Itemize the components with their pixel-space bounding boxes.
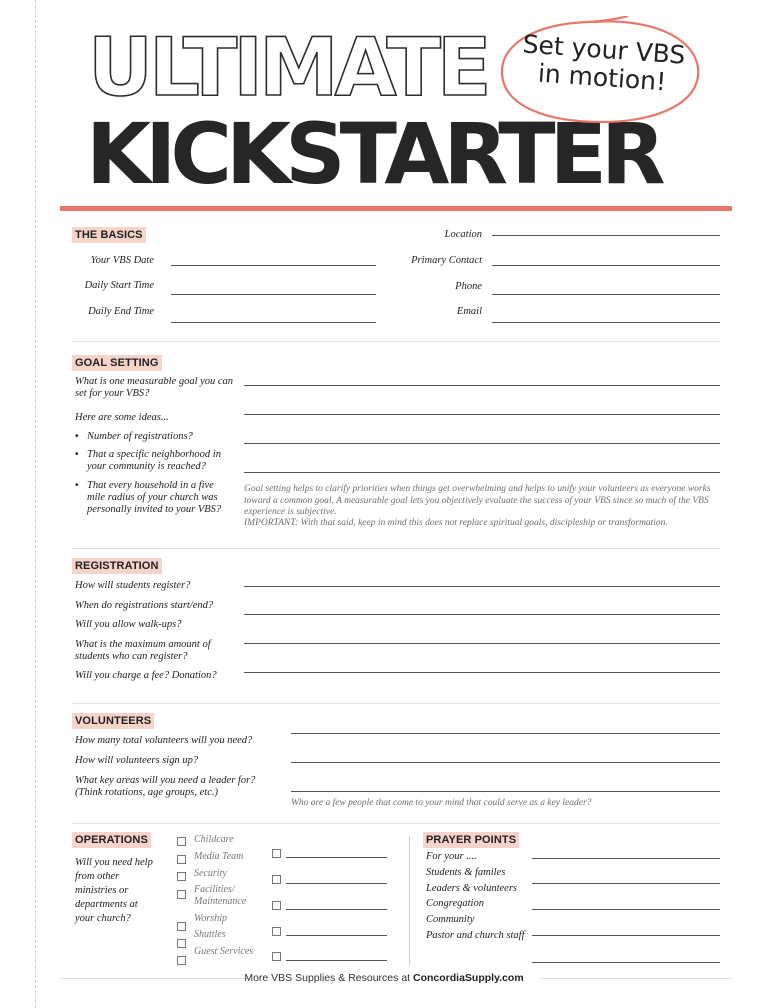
field-line-location[interactable] [492, 235, 720, 236]
field-line-primary-contact[interactable] [492, 265, 720, 266]
other-ministry-line[interactable] [286, 935, 387, 936]
checkbox-childcare[interactable] [177, 837, 186, 846]
field-label-email: Email [456, 306, 482, 317]
prayer-line[interactable] [532, 935, 720, 936]
volunteers-note: Who are a few people that come to your mind that could serve as a key leader? [291, 798, 592, 808]
field-line-vbs-date[interactable] [171, 265, 376, 266]
field-line-phone[interactable] [492, 294, 720, 295]
checkbox-media-team[interactable] [177, 855, 186, 864]
section-heading-registration: REGISTRATION [72, 558, 162, 574]
registration-question: What is the maximum amount of students who can register? [75, 639, 211, 662]
checkbox-security[interactable] [177, 872, 186, 881]
bullet-icon: • [75, 431, 79, 442]
option-label: Childcare [194, 834, 234, 845]
goal-idea: Number of registrations? [87, 431, 193, 442]
checkbox-other[interactable] [272, 927, 281, 936]
checkbox-other[interactable] [272, 849, 281, 858]
field-label-start-time: Daily Start Time [84, 280, 154, 291]
field-line-email[interactable] [492, 322, 720, 323]
goal-ideas-label: Here are some ideas... [75, 412, 169, 423]
goal-question: What is one measurable goal you can set for your VBS? [75, 376, 234, 399]
goal-answer-line[interactable] [244, 385, 720, 386]
callout-line-2: in motion! [537, 58, 668, 97]
cut-guide-line [35, 0, 36, 1008]
section-divider [72, 823, 720, 824]
section-heading-prayer: PRAYER POINTS [423, 832, 519, 848]
field-line-start-time[interactable] [171, 294, 376, 295]
section-divider [72, 703, 720, 704]
prayer-line[interactable] [532, 909, 720, 910]
other-ministry-line[interactable] [286, 909, 387, 910]
field-line-end-time[interactable] [171, 322, 376, 323]
section-heading-operations: OPERATIONS [72, 832, 151, 848]
bullet-icon: • [75, 480, 79, 491]
footer-link[interactable]: ConcordiaSupply.com [413, 972, 524, 984]
volunteers-answer-line[interactable] [291, 762, 720, 763]
checkbox-shuttles[interactable] [177, 939, 186, 948]
registration-question: When do registrations start/end? [75, 600, 214, 611]
checkbox-other[interactable] [272, 952, 281, 961]
section-heading-basics: THE BASICS [72, 227, 146, 243]
field-label-vbs-date: Your VBS Date [90, 255, 154, 266]
goal-idea: That every household in a five mile radius of your church was personally invited to your VBS? [87, 480, 222, 515]
prayer-item: Congregation [426, 898, 484, 909]
field-label-location: Location [444, 229, 482, 240]
option-label: Shuttles [194, 929, 226, 940]
volunteers-answer-line[interactable] [291, 791, 720, 792]
volunteers-question: How many total volunteers will you need? [75, 735, 253, 746]
checkbox-other[interactable] [272, 875, 281, 884]
prayer-item: Students & familes [426, 867, 506, 878]
goal-important-note: IMPORTANT: With that said, keep in mind this does not replace spiritual goals, discipleship or transformation. [244, 518, 668, 528]
bullet-icon: • [75, 449, 79, 460]
goal-answer-line[interactable] [244, 472, 720, 473]
prayer-line[interactable] [532, 883, 720, 884]
section-divider [72, 548, 720, 549]
title-line-outline: ULTIMATE [88, 21, 488, 114]
checkbox-worship[interactable] [177, 922, 186, 931]
prayer-line[interactable] [532, 962, 720, 963]
footer [0, 972, 768, 984]
column-divider [409, 836, 410, 966]
section-divider [72, 341, 720, 342]
goal-answer-line[interactable] [244, 443, 720, 444]
goal-note: Goal setting helps to clarify priorities when things get overwhelming and helps to unify your volunteers as everyone works toward a common goal. A measurable goal lets you objectively evaluate the success of your VBS since so much of the VBS experience is subjective. [244, 484, 711, 517]
volunteers-answer-line[interactable] [291, 733, 720, 734]
section-heading-volunteers: VOLUNTEERS [72, 713, 154, 729]
title-line-solid: KICKSTARTER [86, 105, 660, 203]
registration-question: How will students register? [75, 580, 191, 591]
callout-line-1: Set your VBS [521, 29, 687, 70]
goal-answer-line[interactable] [244, 414, 720, 415]
option-label: Media Team [194, 851, 244, 862]
field-label-primary-contact: Primary Contact [411, 255, 482, 266]
registration-answer-line[interactable] [244, 586, 720, 587]
prayer-item: Leaders & volunteers [426, 883, 517, 894]
registration-answer-line[interactable] [244, 614, 720, 615]
prayer-item: Community [426, 914, 475, 925]
field-label-phone: Phone [455, 281, 482, 292]
prayer-item: For your .... [426, 851, 477, 862]
goal-idea: That a specific neighborhood in your community is reached? [87, 449, 221, 472]
option-label: Facilities/ Maintenance [194, 884, 247, 907]
footer-text: More VBS Supplies & Resources at [244, 972, 413, 984]
option-label: Guest Services [194, 946, 254, 957]
checkbox-guest-services[interactable] [177, 956, 186, 965]
registration-question: Will you charge a fee? Donation? [75, 670, 217, 681]
field-label-end-time: Daily End Time [88, 306, 154, 317]
option-label: Worship [194, 913, 227, 924]
prayer-item: Pastor and church staff [426, 930, 525, 941]
other-ministry-line[interactable] [286, 857, 387, 858]
header-rule [60, 206, 732, 211]
section-heading-goal: GOAL SETTING [72, 355, 162, 371]
registration-answer-line[interactable] [244, 643, 720, 644]
volunteers-question: How will volunteers sign up? [75, 755, 199, 766]
volunteers-question: What key areas will you need a leader for? (Think rotations, age groups, etc.) [75, 775, 256, 798]
checkbox-other[interactable] [272, 901, 281, 910]
option-label: Security [194, 868, 227, 879]
registration-answer-line[interactable] [244, 672, 720, 673]
operations-question: Will you need help from other ministries or departments at your church? [75, 857, 153, 924]
other-ministry-line[interactable] [286, 960, 387, 961]
registration-question: Will you allow walk-ups? [75, 619, 182, 630]
other-ministry-line[interactable] [286, 883, 387, 884]
prayer-line[interactable] [532, 858, 720, 859]
checkbox-facilities[interactable] [177, 890, 186, 899]
